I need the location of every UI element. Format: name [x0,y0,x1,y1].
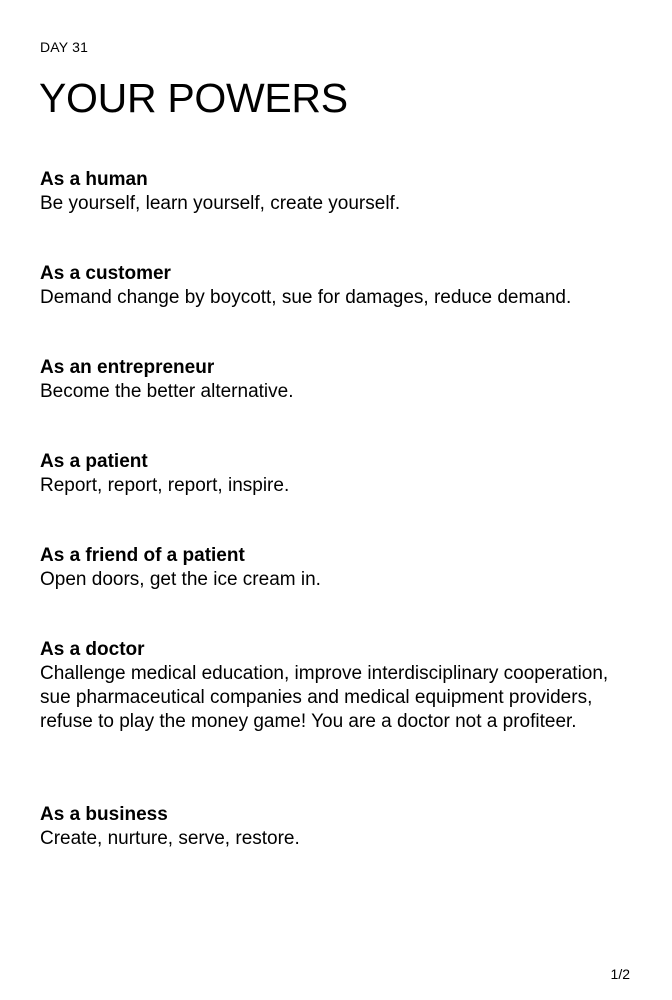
section-customer [40,262,640,310]
section-heading: As a friend of a patient [40,545,245,566]
section-heading: As a business [40,804,168,825]
section-body: Create, nurture, serve, restore. [40,828,300,849]
section-body: Be yourself, learn yourself, create yourself. [40,193,401,214]
section-body: Demand change by boycott, sue for damages, reduce demand. [40,287,572,308]
page-title: YOUR POWERS [39,75,348,121]
section-heading: As a patient [40,451,148,472]
section-body: Open doors, get the ice cream in. [40,569,321,590]
section-business [40,803,640,851]
day-label: DAY 31 [40,39,89,55]
page-number: 1/2 [610,966,630,982]
section-body: Become the better alternative. [40,381,294,402]
section-patient [40,450,640,498]
section-heading: As a customer [40,263,171,284]
section-doctor [40,638,640,734]
section-heading: As a human [40,169,148,190]
section-body: Report, report, report, inspire. [40,475,290,496]
section-heading: As a doctor [40,639,145,660]
section-body: Challenge medical education, improve interdisciplinary cooperation, sue pharmaceutical companies and medical equipment providers, refuse to play the money game! You are a doctor not a profiteer. [40,663,609,732]
section-friend-of-patient [40,544,640,592]
section-human [40,168,640,216]
section-heading: As an entrepreneur [40,357,215,378]
section-entrepreneur [40,356,640,404]
